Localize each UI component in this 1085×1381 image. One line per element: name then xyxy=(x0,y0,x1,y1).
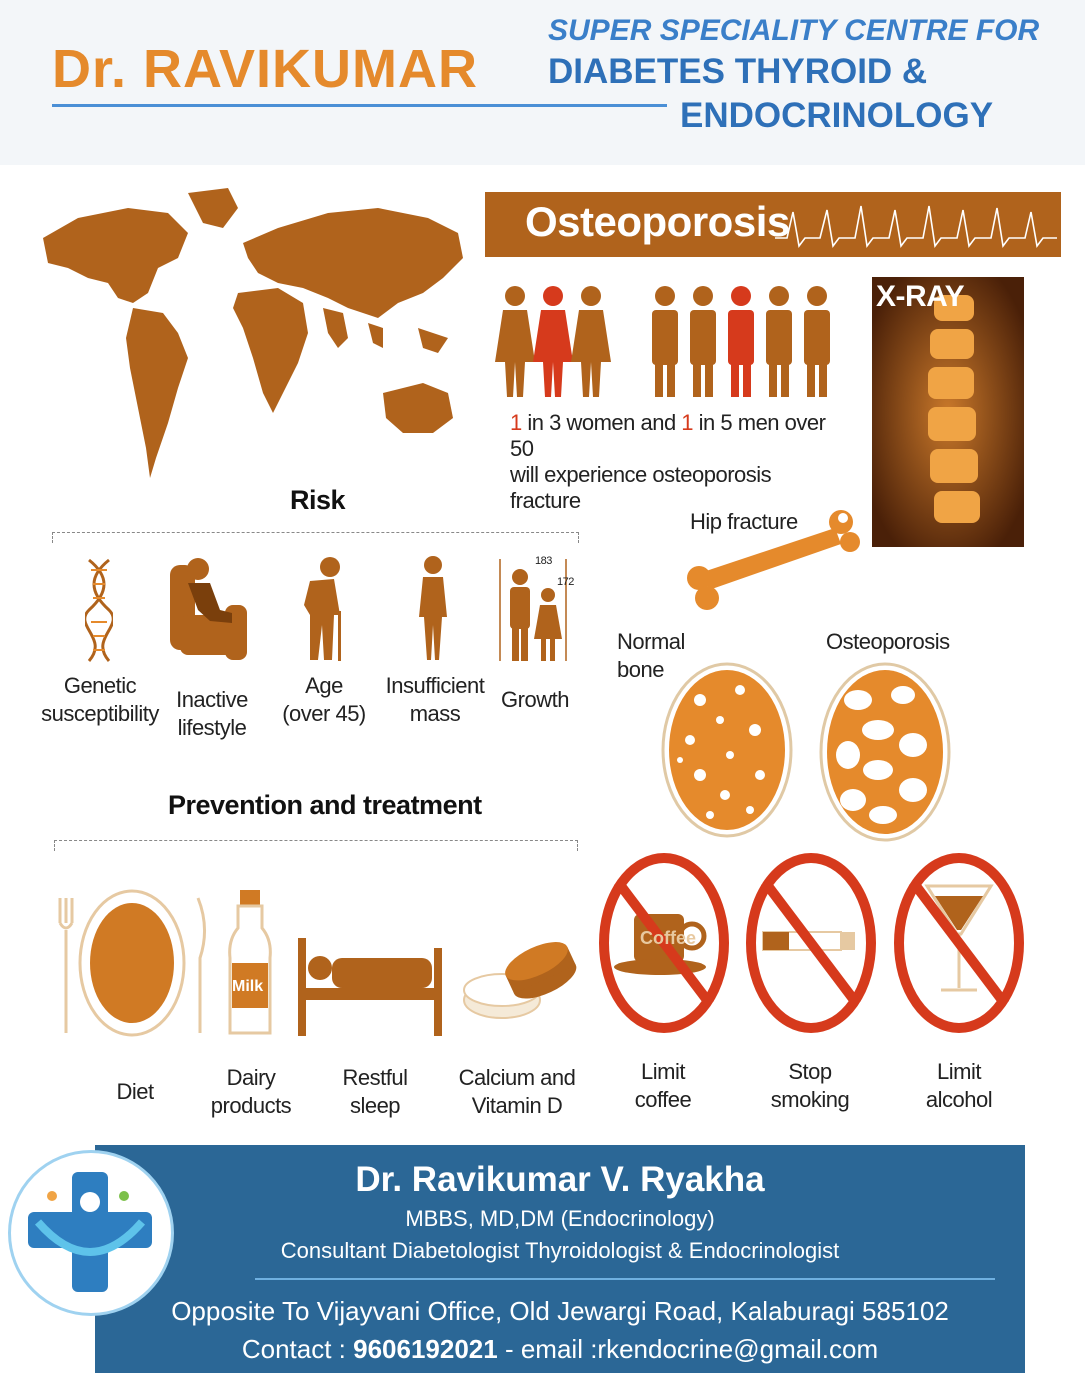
calcium-tablets-icon xyxy=(462,938,580,1023)
prevention-item-alcohol xyxy=(906,1058,1012,1114)
risk-item-label-1: Age xyxy=(305,673,343,698)
height-chart-icon xyxy=(498,555,570,665)
growth-height-1: 183 xyxy=(535,555,552,567)
doctor-degrees: MBBS, MD,DM (Endocrinology) xyxy=(405,1206,715,1231)
prevention-item-label-2: alcohol xyxy=(925,1087,993,1112)
osteoporosis-bone-label: Osteoporosis xyxy=(826,629,950,654)
tagline-line-1: SUPER SPECIALITY CENTRE FOR xyxy=(548,14,1040,47)
xray-label: X-RAY xyxy=(876,280,965,313)
prevention-item-coffee xyxy=(610,1058,716,1114)
thin-person-icon xyxy=(415,555,451,665)
risk-item-label-2: mass xyxy=(409,701,461,726)
hip-fracture-label: Hip fracture xyxy=(690,509,798,534)
bed-icon xyxy=(298,938,444,1038)
growth-height-2: 172 xyxy=(557,576,574,588)
stat-women-text: in 3 women and xyxy=(521,410,682,435)
tagline-line-2: DIABETES THYROID & xyxy=(548,52,928,91)
prevention-item-label-2: products xyxy=(210,1093,292,1118)
prevention-item-label-1: Limit xyxy=(937,1059,981,1084)
risk-item-label-1: Inactive xyxy=(176,687,248,712)
phone-number[interactable]: 9606192021 xyxy=(353,1334,498,1364)
prevention-heading: Prevention and treatment xyxy=(168,790,482,820)
contact-label: Contact : xyxy=(241,1334,354,1364)
footer-divider xyxy=(255,1278,995,1280)
stat-women-number: 1 xyxy=(510,410,522,435)
risk-divider xyxy=(52,532,579,543)
doctor-role: Consultant Diabetologist Thyroidologist & Endocrinologist xyxy=(280,1238,840,1263)
stat-line-2: will experience osteoporosis fracture xyxy=(510,462,772,513)
prevention-item-dairy xyxy=(196,1064,306,1120)
normal-bone-label-1: Normal xyxy=(617,629,685,654)
email-address[interactable]: - email :rkendocrine@gmail.com xyxy=(497,1334,879,1364)
prevention-item-label-2: Vitamin D xyxy=(471,1093,563,1118)
dna-icon xyxy=(85,558,113,663)
prevention-item-label-1: Limit xyxy=(641,1059,685,1084)
no-alcohol-icon xyxy=(893,852,1025,1034)
stat-men-text: in 5 men over 50 xyxy=(510,410,826,461)
risk-heading: Risk xyxy=(290,485,346,515)
armchair-person-icon xyxy=(170,555,250,665)
prevention-item-label-1: Dairy xyxy=(226,1065,276,1090)
risk-item-genetic xyxy=(40,672,160,728)
osteoporotic-bone-section-icon xyxy=(818,660,953,845)
risk-item-mass xyxy=(380,672,490,728)
normal-bone-section-icon xyxy=(660,660,795,840)
prevention-divider xyxy=(54,840,578,851)
femur-bone-icon xyxy=(685,500,865,615)
plate-cutlery-icon xyxy=(52,888,212,1038)
risk-item-inactive xyxy=(160,686,264,742)
prevention-item-calcium xyxy=(452,1064,582,1120)
risk-item-label-1: Insufficient xyxy=(385,673,485,698)
risk-item-label-1: Growth xyxy=(501,687,569,712)
prevention-item-label-1: Restful xyxy=(342,1065,408,1090)
prevention-item-label-2: coffee xyxy=(634,1087,692,1112)
risk-item-label-2: susceptibility xyxy=(41,701,159,726)
coffee-cup-label: Coffee xyxy=(640,928,697,948)
no-smoking-icon xyxy=(745,852,877,1034)
prevention-item-diet xyxy=(95,1078,175,1106)
xray-spine-icon xyxy=(872,277,1024,547)
clinic-address: Opposite To Vijayvani Office, Old Jewargi Road, Kalaburagi 585102 xyxy=(171,1296,949,1326)
elderly-person-icon xyxy=(300,555,350,665)
heartbeat-icon xyxy=(775,200,1060,250)
contact-line xyxy=(95,1334,1025,1365)
brand-name: Dr. RAVIKUMAR xyxy=(52,39,479,99)
tagline-line-3: ENDOCRINOLOGY xyxy=(680,96,994,135)
doctor-name: Dr. Ravikumar V. Ryakha xyxy=(355,1160,765,1199)
stat-men-number: 1 xyxy=(681,410,694,435)
risk-item-label-1: Genetic xyxy=(63,673,137,698)
prevention-item-label-1: Diet xyxy=(116,1079,154,1104)
brand-underline xyxy=(52,104,667,107)
prevention-item-label-2: smoking xyxy=(770,1087,850,1112)
prevention-item-smoking xyxy=(757,1058,863,1114)
prevention-item-label-2: sleep xyxy=(349,1093,401,1118)
prevention-item-sleep xyxy=(320,1064,430,1120)
prevention-item-label-1: Calcium and xyxy=(458,1065,576,1090)
risk-item-label-2: lifestyle xyxy=(177,715,247,740)
medical-cross-logo-icon xyxy=(20,1162,160,1302)
risk-item-age xyxy=(272,672,376,728)
fracture-stat xyxy=(510,410,840,514)
people-ratio-icon xyxy=(495,282,845,402)
risk-item-growth xyxy=(490,686,580,714)
milk-bottle-icon xyxy=(228,888,272,1038)
normal-bone-label-2: bone xyxy=(617,657,664,682)
infographic-title: Osteoporosis xyxy=(525,198,790,245)
milk-label: Milk xyxy=(232,978,264,995)
world-map-icon xyxy=(38,188,470,488)
prevention-item-label-1: Stop xyxy=(788,1059,832,1084)
risk-item-label-2: (over 45) xyxy=(282,701,366,726)
